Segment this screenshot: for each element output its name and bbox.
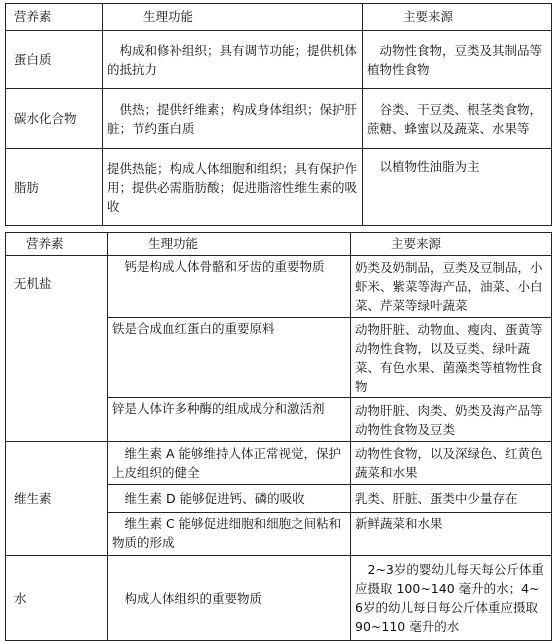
function-cell: 铁是合成血红蛋白的重要原料: [108, 318, 351, 398]
table-row: [6, 31, 552, 89]
nutrient-name: 维生素: [6, 442, 108, 556]
header-function: 生理功能: [108, 233, 351, 256]
function-cell: 提供热能；构成人体细胞和组织；具有保护作用；提供必需脂肪酸；促进脂溶性维生素的吸收: [103, 149, 363, 226]
header-source: 主要来源: [363, 4, 552, 31]
function-cell: 供热；提供纤维素；构成身体组织；保护肝脏；节约蛋白质: [103, 89, 363, 149]
nutrition-table-2: [5, 232, 552, 641]
source-cell: 动物肝脏、肉类、奶类及海产品等动物性食物及豆类: [351, 398, 552, 442]
function-cell: 构成人体组织的重要物质: [108, 556, 351, 641]
nutrient-name: 水: [6, 556, 108, 641]
source-cell: 以植物性油脂为主: [363, 149, 552, 226]
nutrient-name: 无机盐: [6, 256, 108, 442]
nutrient-name: 碳水化合物: [6, 89, 103, 149]
source-cell: 乳类、肝脏、蛋类中少量存在: [351, 485, 552, 513]
function-cell: 构成和修补组织；具有调节功能；提供机体的抵抗力: [103, 31, 363, 89]
source-cell: 动物性食物，豆类及其制品等植物性食物: [363, 31, 552, 89]
function-cell: 维生素 D 能够促进钙、磷的吸收: [108, 485, 351, 513]
function-cell: 维生素 A 能够维持人体正常视觉，保护上皮组织的健全: [108, 442, 351, 485]
source-cell: 动物肝脏、动物血、瘦肉、蛋黄等动物性食物，以及豆类、绿叶蔬菜、有色水果、菌藻类等植物性食物: [351, 318, 552, 398]
header-nutrient: 营养素: [6, 233, 108, 256]
table-row: [6, 556, 552, 641]
source-cell: 动物性食物，以及深绿色、红黄色蔬菜和水果: [351, 442, 552, 485]
table-row: [6, 149, 552, 226]
header-function: 生理功能: [103, 4, 363, 31]
table-row: [6, 89, 552, 149]
source-cell: 谷类、干豆类、根茎类食物，蔗糖、蜂蜜以及蔬菜、水果等: [363, 89, 552, 149]
source-cell: 奶类及奶制品，豆类及豆制品，小虾米、紫菜等海产品，油菜、小白菜、芹菜等绿叶蔬菜: [351, 256, 552, 318]
nutrient-name: 脂肪: [6, 149, 103, 226]
function-cell: 锌是人体许多种酶的组成成分和激活剂: [108, 398, 351, 442]
header-source: 主要来源: [351, 233, 552, 256]
source-cell: 2~3岁的婴幼儿每天每公斤体重应摄取 100~140 毫升的水；4~6岁的幼儿每日每公斤体重应摄取 90~110 毫升的水: [351, 556, 552, 641]
table-row: [6, 256, 552, 318]
nutrient-name: 蛋白质: [6, 31, 103, 89]
table-row: [6, 442, 552, 485]
function-cell: 维生素 C 能够促进细胞和细胞之间粘和物质的形成: [108, 513, 351, 556]
source-cell: 新鲜蔬菜和水果: [351, 513, 552, 556]
nutrition-table-1: [5, 3, 552, 226]
function-cell: 钙是构成人体骨骼和牙齿的重要物质: [108, 256, 351, 318]
header-nutrient: 营养素: [6, 4, 103, 31]
table-header-row: [6, 4, 552, 31]
table-header-row: [6, 233, 552, 256]
